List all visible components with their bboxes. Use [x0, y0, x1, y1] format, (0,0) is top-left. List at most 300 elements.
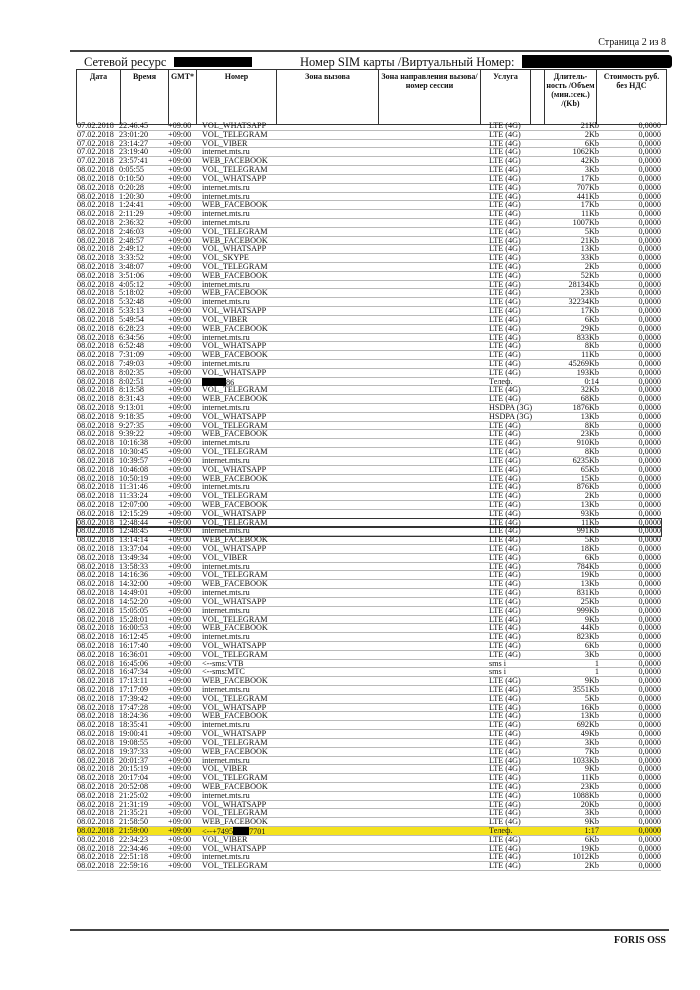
cell-time: 18:35:41: [119, 720, 149, 730]
cell-time: 22:59:16: [119, 861, 149, 871]
redacted-resource: [174, 57, 252, 67]
cell-date: 08.02.2018: [77, 623, 114, 633]
cell-number: VOL_TELEGRAM: [202, 649, 268, 659]
cell-number: VOL_TELEGRAM: [202, 165, 268, 175]
cell-gmt: +09:00: [168, 658, 192, 668]
cell-gmt: +09:00: [168, 508, 192, 518]
sim-number-label: Номер SIM карты /Виртуальный Номер:: [300, 55, 515, 69]
cell-date: 08.02.2018: [77, 455, 114, 465]
cell-time: 6:34:56: [119, 332, 145, 342]
cell-gmt: +09:00: [168, 632, 192, 642]
table-row: [77, 712, 661, 721]
table-row: [77, 801, 661, 810]
cell-date: 08.02.2018: [77, 350, 114, 360]
cell-date: 07.02.2018: [77, 138, 114, 148]
cell-cost: 0,0000: [638, 270, 661, 280]
cell-number: <--sms:MTC: [202, 667, 245, 677]
cell-time: 23:14:27: [119, 138, 149, 148]
cell-cost: 0,0000: [638, 385, 661, 395]
cell-volume: 15Kb: [580, 473, 599, 483]
table-row: [77, 686, 661, 695]
cell-number: internet.mts.ru: [202, 358, 250, 368]
cell-gmt: +09:00: [168, 711, 192, 721]
cell-number: VOL_WHATSAPP: [202, 702, 267, 712]
cell-gmt: +09:00: [168, 226, 192, 236]
table-row: [77, 519, 661, 528]
cell-service: LTE (4G): [489, 279, 521, 289]
cell-number: VOL_WHATSAPP: [202, 640, 267, 650]
cell-cost: 0,0000: [638, 279, 661, 289]
cell-cost: 0,0000: [638, 473, 661, 483]
cell-service: LTE (4G): [489, 394, 521, 404]
table-row: [77, 668, 661, 677]
cell-cost: 0,0000: [638, 790, 661, 800]
table-row: [77, 201, 661, 210]
cell-date: 08.02.2018: [77, 808, 114, 818]
cell-service: LTE (4G): [489, 711, 521, 721]
cell-volume: 0:14: [584, 376, 599, 386]
cell-volume: 1: [594, 667, 599, 677]
cell-date: 08.02.2018: [77, 314, 114, 324]
table-row: [77, 492, 661, 501]
cell-service: LTE (4G): [489, 191, 521, 201]
cell-date: 08.02.2018: [77, 482, 114, 492]
cell-number: VOL_TELEGRAM: [202, 262, 268, 271]
cell-gmt: +09:00: [168, 685, 192, 694]
cell-volume: 6235Kb: [572, 455, 599, 465]
cell-date: 08.02.2018: [77, 306, 114, 316]
table-row: [77, 131, 661, 140]
cell-service: LTE (4G): [489, 209, 521, 219]
cell-gmt: +09:00: [168, 517, 192, 527]
cell-time: 20:17:04: [119, 773, 149, 783]
cell-gmt: +09:00: [168, 129, 192, 139]
cell-gmt: +09:00: [168, 279, 192, 289]
cell-cost: 0,0000: [638, 297, 661, 307]
cell-volume: 11Kb: [581, 517, 599, 527]
cell-time: 5:33:13: [119, 306, 145, 316]
cell-date: 08.02.2018: [77, 200, 114, 210]
cell-gmt: +09:00: [168, 614, 192, 624]
cell-date: 08.02.2018: [77, 526, 114, 536]
cell-gmt: +09:00: [168, 596, 192, 606]
cell-gmt: +09:00: [168, 411, 192, 421]
cell-number: VOL_TELEGRAM: [202, 491, 268, 501]
cell-gmt: +09:00: [168, 429, 192, 439]
cell-volume: 3Kb: [584, 737, 599, 747]
cell-gmt: +09:00: [168, 693, 192, 703]
cell-date: 07.02.2018: [77, 147, 114, 157]
table-row: [77, 818, 661, 827]
cell-cost: 0,0000: [638, 640, 661, 650]
cell-service: LTE (4G): [489, 306, 521, 316]
cell-gmt: +09:00: [168, 834, 192, 844]
cell-time: 10:46:08: [119, 464, 149, 474]
cell-date: 08.02.2018: [77, 579, 114, 589]
cell-date: 08.02.2018: [77, 676, 114, 686]
cell-service: LTE (4G): [489, 217, 521, 227]
cell-date: 08.02.2018: [77, 729, 114, 739]
cell-gmt: +09:00: [168, 147, 192, 157]
cell-volume: 1: [594, 658, 599, 668]
cell-cost: 0,0000: [638, 808, 661, 818]
col-service: Услуга: [481, 70, 531, 125]
cell-cost: 0,0000: [638, 491, 661, 501]
cell-service: LTE (4G): [489, 165, 521, 175]
table-row: [77, 386, 661, 395]
cell-number: WEB_FACEBOOK: [202, 235, 268, 245]
cell-service: LTE (4G): [489, 429, 521, 439]
cell-gmt: +09:00: [168, 588, 192, 598]
cell-time: 21:35:21: [119, 808, 149, 818]
cell-gmt: +09:00: [168, 191, 192, 201]
cell-date: 08.02.2018: [77, 411, 114, 421]
cell-time: 22:34:46: [119, 843, 149, 853]
table-row: [77, 404, 661, 413]
cell-cost: 0,0000: [638, 253, 661, 263]
cell-date: 08.02.2018: [77, 781, 114, 791]
cell-time: 1:24:41: [119, 200, 145, 210]
cell-volume: 52Kb: [580, 270, 599, 280]
cell-time: 13:58:33: [119, 561, 149, 571]
cell-volume: 833Kb: [576, 332, 599, 342]
cell-gmt: +09:00: [168, 376, 192, 386]
cell-date: 08.02.2018: [77, 235, 114, 245]
cell-time: 14:52:20: [119, 596, 149, 606]
cell-service: LTE (4G): [489, 808, 521, 818]
cell-time: 2:49:12: [119, 244, 145, 254]
cell-time: 7:31:09: [119, 350, 145, 360]
cell-date: 08.02.2018: [77, 341, 114, 351]
cell-gmt: +09:00: [168, 447, 192, 457]
table-row: [77, 483, 661, 492]
cell-cost: 0,0000: [638, 755, 661, 765]
cell-service: LTE (4G): [489, 737, 521, 747]
cell-volume: 44Kb: [580, 623, 599, 633]
table-row: [77, 413, 661, 422]
cell-cost: 0,0000: [638, 147, 661, 157]
cell-cost: 0,0000: [638, 376, 661, 386]
cell-date: 08.02.2018: [77, 764, 114, 774]
cell-cost: 0,0000: [638, 191, 661, 201]
cell-cost: 0,0000: [638, 235, 661, 245]
col-call-zone: Зона вызова: [277, 70, 379, 125]
table-row: [77, 237, 661, 246]
cell-volume: 831Kb: [576, 588, 599, 598]
cell-service: LTE (4G): [489, 861, 521, 871]
cell-time: 2:11:29: [119, 209, 144, 219]
cell-service: LTE (4G): [489, 147, 521, 157]
cell-date: 08.02.2018: [77, 685, 114, 694]
cell-service: LTE (4G): [489, 614, 521, 624]
cell-volume: 68Kb: [580, 394, 599, 404]
cell-number: VOL_WHATSAPP: [202, 244, 267, 254]
cell-service: LTE (4G): [489, 544, 521, 553]
cell-gmt: +09:00: [168, 605, 192, 615]
cell-time: 7:49:03: [119, 358, 145, 368]
redacted-sim-number: [522, 55, 672, 68]
cell-cost: 0,0000: [638, 244, 661, 254]
cell-number: WEB_FACEBOOK: [202, 746, 268, 756]
cell-date: 08.02.2018: [77, 711, 114, 721]
cell-date: 08.02.2018: [77, 614, 114, 624]
cell-time: 13:14:14: [119, 535, 149, 545]
cell-time: 2:48:57: [119, 235, 145, 245]
col-direction-zone: Зона направления вызова/номер сессии: [379, 70, 481, 125]
table-row: [77, 836, 661, 845]
table-row: [77, 254, 661, 263]
cell-cost: 0,0000: [638, 764, 661, 774]
table-row: [77, 263, 661, 272]
cell-time: 8:02:35: [119, 367, 145, 377]
cell-gmt: +09:00: [168, 262, 192, 271]
table-row: [77, 633, 661, 642]
cell-number: internet.mts.ru: [202, 482, 250, 492]
cell-date: 08.02.2018: [77, 332, 114, 342]
cell-volume: 18Kb: [580, 544, 599, 553]
cell-date: 08.02.2018: [77, 737, 114, 747]
cell-cost: 0,0000: [638, 649, 661, 659]
cell-service: LTE (4G): [489, 367, 521, 377]
col-number: Номер: [197, 70, 277, 125]
cell-cost: 0,0000: [638, 217, 661, 227]
cell-gmt: +09:00: [168, 420, 192, 430]
cell-gmt: +09:00: [168, 288, 192, 298]
cell-cost: 0,0000: [638, 852, 661, 862]
cell-volume: 1033Kb: [572, 755, 599, 765]
cell-service: LTE (4G): [489, 605, 521, 615]
cell-time: 12:48:44: [119, 517, 149, 527]
cell-volume: 1062Kb: [572, 147, 599, 157]
cell-volume: 8Kb: [584, 341, 599, 351]
cell-time: 8:31:43: [119, 394, 145, 404]
cell-service: LTE (4G): [489, 332, 521, 342]
top-rule: [70, 50, 669, 52]
table-row: [77, 342, 661, 351]
cell-gmt: +09:00: [168, 482, 192, 492]
cell-cost: 0,0000: [638, 817, 661, 827]
cell-date: 08.02.2018: [77, 385, 114, 395]
cell-number: WEB_FACEBOOK: [202, 429, 268, 439]
cell-service: LTE (4G): [489, 121, 521, 130]
cell-volume: 2Kb: [584, 861, 599, 871]
cell-volume: 441Kb: [576, 191, 599, 201]
col-time: Время: [121, 70, 169, 125]
table-row: [77, 369, 661, 378]
cell-time: 16:36:01: [119, 649, 149, 659]
table-row: [77, 809, 661, 818]
table-row: [77, 148, 661, 157]
cell-cost: 0,0000: [638, 173, 661, 183]
cell-cost: 0,0000: [638, 306, 661, 316]
cell-gmt: +09:00: [168, 826, 192, 835]
cell-time: 9:18:35: [119, 411, 145, 421]
cell-cost: 0,0000: [638, 508, 661, 518]
cell-date: 08.02.2018: [77, 667, 114, 677]
cell-time: 17:39:42: [119, 693, 149, 703]
cell-service: LTE (4G): [489, 455, 521, 465]
cell-volume: 3Kb: [584, 649, 599, 659]
cell-service: LTE (4G): [489, 499, 521, 509]
cell-service: LTE (4G): [489, 676, 521, 686]
cell-service: LTE (4G): [489, 473, 521, 483]
cell-service: LTE (4G): [489, 746, 521, 756]
cell-number: VOL_TELEGRAM: [202, 861, 268, 871]
cell-time: 12:07:00: [119, 499, 149, 509]
cell-time: 14:49:01: [119, 588, 149, 598]
cell-volume: 19Kb: [580, 843, 599, 853]
cell-gmt: +09:00: [168, 491, 192, 501]
cell-time: 19:08:55: [119, 737, 149, 747]
cell-cost: 0,0000: [638, 799, 661, 809]
cell-gmt: +09:00: [168, 358, 192, 368]
cell-date: 07.02.2018: [77, 121, 114, 130]
cell-number: WEB_FACEBOOK: [202, 200, 268, 210]
table-row: [77, 325, 661, 334]
cell-date: 08.02.2018: [77, 182, 114, 192]
cell-volume: 45269Kb: [568, 358, 599, 368]
cell-service: LTE (4G): [489, 834, 521, 844]
cell-service: LTE (4G): [489, 623, 521, 633]
cell-number: VOL_WHATSAPP: [202, 121, 267, 130]
table-row: [77, 439, 661, 448]
table-row: [77, 704, 661, 713]
cell-number: VOL_WHATSAPP: [202, 367, 267, 377]
cell-volume: 32Kb: [580, 385, 599, 395]
cell-volume: 13Kb: [580, 244, 599, 254]
cell-number: VOL_TELEGRAM: [202, 773, 268, 783]
cell-date: 08.02.2018: [77, 799, 114, 809]
cell-cost: 0,0000: [638, 226, 661, 236]
cell-number: VOL_WHATSAPP: [202, 544, 267, 553]
cell-gmt: +09:00: [168, 473, 192, 483]
cell-time: 3:48:07: [119, 262, 145, 271]
cell-volume: 9Kb: [584, 817, 599, 827]
table-row: [77, 281, 661, 290]
cell-number: VOL_WHATSAPP: [202, 411, 267, 421]
cell-cost: 0,0000: [638, 438, 661, 448]
cell-date: 08.02.2018: [77, 508, 114, 518]
cell-time: 9:39:22: [119, 429, 145, 439]
cell-time: 16:17:40: [119, 640, 149, 650]
cell-cost: 0,0000: [638, 570, 661, 580]
cell-gmt: +09:00: [168, 667, 192, 677]
cell-service: LTE (4G): [489, 341, 521, 351]
cell-date: 08.02.2018: [77, 217, 114, 227]
cell-cost: 0,0000: [638, 702, 661, 712]
cell-number: WEB_FACEBOOK: [202, 623, 268, 633]
cell-gmt: +09:00: [168, 403, 192, 412]
cell-service: LTE (4G): [489, 323, 521, 333]
cell-time: 8:13:58: [119, 385, 145, 395]
cell-cost: 0,0000: [638, 262, 661, 271]
table-row: [77, 475, 661, 484]
cell-number: VOL_TELEGRAM: [202, 447, 268, 457]
cell-volume: 42Kb: [580, 156, 599, 166]
table-row: [77, 660, 661, 669]
cell-cost: 0,0000: [638, 843, 661, 853]
cell-gmt: +09:00: [168, 861, 192, 871]
cell-volume: 13Kb: [580, 499, 599, 509]
cell-volume: 2Kb: [584, 491, 599, 501]
cell-number: WEB_FACEBOOK: [202, 473, 268, 483]
cell-number: VOL_WHATSAPP: [202, 843, 267, 853]
cell-volume: 8Kb: [584, 447, 599, 457]
cell-number: VOL_WHATSAPP: [202, 341, 267, 351]
cell-date: 08.02.2018: [77, 244, 114, 254]
cell-cost: 0,0000: [638, 552, 661, 562]
cell-number: VOL_VIBER: [202, 138, 248, 148]
cell-time: 13:37:04: [119, 544, 149, 553]
cell-gmt: +09:00: [168, 138, 192, 148]
cell-gmt: +09:00: [168, 332, 192, 342]
cell-gmt: +09:00: [168, 544, 192, 553]
cell-gmt: +09:00: [168, 270, 192, 280]
cell-service: LTE (4G): [489, 270, 521, 280]
cell-time: 17:17:09: [119, 685, 149, 694]
cell-volume: 6Kb: [584, 552, 599, 562]
cell-service: LTE (4G): [489, 358, 521, 368]
cell-cost: 0,0000: [638, 711, 661, 721]
cell-number: VOL_TELEGRAM: [202, 129, 268, 139]
cell-gmt: +09:00: [168, 526, 192, 536]
cell-time: 8:02:51: [119, 376, 145, 386]
cell-service: sms i: [489, 658, 507, 668]
cell-gmt: +09:00: [168, 781, 192, 791]
redacted-number: [233, 827, 249, 835]
table-row: [77, 730, 661, 739]
cell-service: Телеф.: [489, 376, 513, 386]
cell-gmt: +09:00: [168, 350, 192, 360]
cell-time: 19:00:41: [119, 729, 149, 739]
cell-time: 5:18:02: [119, 288, 145, 298]
cell-date: 08.02.2018: [77, 191, 114, 201]
cell-cost: 0,0000: [638, 588, 661, 598]
cell-number: VOL_WHATSAPP: [202, 306, 267, 316]
cell-volume: 49Kb: [580, 729, 599, 739]
table-row: [77, 307, 661, 316]
cell-time: 13:49:34: [119, 552, 149, 562]
cell-number: VOL_WHATSAPP: [202, 173, 267, 183]
cell-date: 08.02.2018: [77, 720, 114, 730]
cell-service: LTE (4G): [489, 773, 521, 783]
cell-service: LTE (4G): [489, 570, 521, 580]
table-row: [77, 360, 661, 369]
table-row: [77, 757, 661, 766]
cell-cost: 0,0000: [638, 746, 661, 756]
table-row: [77, 245, 661, 254]
cell-date: 08.02.2018: [77, 746, 114, 756]
cell-date: 08.02.2018: [77, 358, 114, 368]
cell-cost: 0,0000: [638, 138, 661, 148]
cell-cost: 0,0000: [638, 358, 661, 368]
cell-number: WEB_FACEBOOK: [202, 270, 268, 280]
cell-volume: 193Kb: [576, 367, 599, 377]
table-row: [77, 580, 661, 589]
cell-date: 07.02.2018: [77, 156, 114, 166]
cell-cost: 0,0000: [638, 156, 661, 166]
cell-time: 4:05:12: [119, 279, 145, 289]
cell-service: LTE (4G): [489, 755, 521, 765]
cell-service: LTE (4G): [489, 482, 521, 492]
cell-date: 07.02.2018: [77, 129, 114, 139]
cell-time: 10:30:45: [119, 447, 149, 457]
cell-time: 15:05:05: [119, 605, 149, 615]
cell-volume: 21Kb: [580, 121, 599, 130]
cell-service: LTE (4G): [489, 438, 521, 448]
cell-volume: 23Kb: [580, 288, 599, 298]
cell-date: 08.02.2018: [77, 517, 114, 527]
